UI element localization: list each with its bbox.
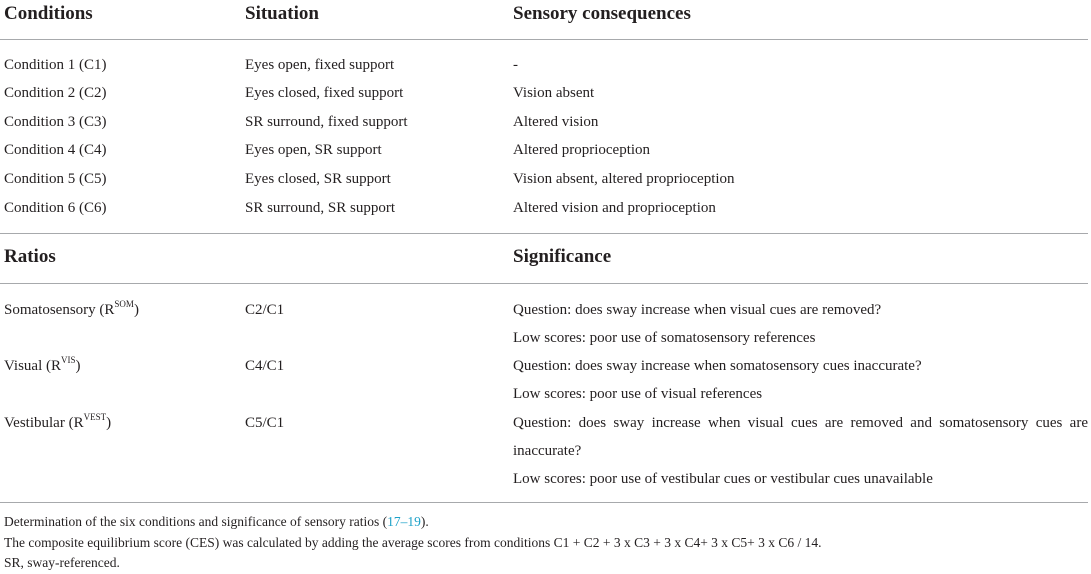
ratio-low-scores: Low scores: poor use of visual references bbox=[513, 386, 763, 402]
rule-header bbox=[0, 39, 1088, 40]
ratio-low-scores: Low scores: poor use of somatosensory references bbox=[513, 330, 816, 346]
ratio-low-scores: Low scores: poor use of vestibular cues or vestibular cues unavailable bbox=[513, 471, 933, 487]
header-situation: Situation bbox=[245, 3, 319, 24]
consequence-cell: Vision absent bbox=[513, 85, 595, 101]
ratio-superscript: VEST bbox=[83, 412, 107, 422]
footnote-ces: The composite equilibrium score (CES) was calculated by adding the average scores from conditions C1 + C2 + 3 x C3 + 3 x C4+ 3 x C5+ 3 x C6 / 14. bbox=[4, 535, 822, 550]
consequence-cell: Vision absent, altered proprioception bbox=[513, 171, 735, 187]
ratio-formula: C5/C1 bbox=[245, 415, 285, 431]
condition-cell: Condition 1 (C1) bbox=[4, 57, 107, 73]
rule-conditions-end bbox=[0, 233, 1088, 234]
situation-cell: Eyes closed, SR support bbox=[245, 171, 391, 187]
consequence-cell: Altered vision bbox=[513, 114, 599, 130]
header-significance: Significance bbox=[513, 246, 612, 267]
condition-cell: Condition 2 (C2) bbox=[4, 85, 107, 101]
header-sensory-consequences: Sensory consequences bbox=[513, 3, 691, 24]
rule-table-end bbox=[0, 502, 1088, 503]
ratio-superscript: SOM bbox=[114, 299, 134, 309]
consequence-cell: - bbox=[513, 57, 518, 73]
ratio-question: Question: does sway increase when visual cues are removed? bbox=[513, 302, 882, 318]
ratio-question-continued: inaccurate? bbox=[513, 443, 582, 459]
situation-cell: Eyes closed, fixed support bbox=[245, 85, 404, 101]
ratio-formula: C4/C1 bbox=[245, 358, 285, 374]
ratio-formula: C2/C1 bbox=[245, 302, 285, 318]
condition-cell: Condition 5 (C5) bbox=[4, 171, 107, 187]
situation-cell: SR surround, fixed support bbox=[245, 114, 408, 130]
condition-cell: Condition 3 (C3) bbox=[4, 114, 107, 130]
condition-cell: Condition 6 (C6) bbox=[4, 200, 107, 216]
consequence-cell: Altered proprioception bbox=[513, 142, 651, 158]
reference-link[interactable]: 17–19 bbox=[387, 514, 421, 529]
ratio-name-somatosensory: Somatosensory $(R^{SOM})$ bbox=[4, 299, 139, 318]
situation-cell: SR surround, SR support bbox=[245, 200, 396, 216]
situation-cell: Eyes open, fixed support bbox=[245, 57, 395, 73]
header-ratios: Ratios bbox=[4, 246, 56, 267]
header-conditions: Conditions bbox=[4, 3, 93, 24]
ratio-name-vestibular: Vestibular $(R^{VEST})$ bbox=[4, 412, 112, 431]
footnote-determination: Determination of the six conditions and significance of sensory ratios (17–19). bbox=[4, 514, 429, 529]
ratio-superscript: VIS bbox=[61, 355, 76, 365]
footnote-abbreviation: SR, sway-referenced. bbox=[4, 555, 120, 570]
ratio-name-visual: Visual $(R^{VIS})$ bbox=[4, 355, 81, 374]
ratio-question: Question: does sway increase when somatosensory cues inaccurate? bbox=[513, 358, 922, 374]
rule-ratio-header bbox=[0, 283, 1088, 284]
consequence-cell: Altered vision and proprioception bbox=[513, 200, 716, 216]
ratio-question: Question: does sway increase when visual cues are removed and somatosensory cues are bbox=[513, 415, 1088, 431]
situation-cell: Eyes open, SR support bbox=[245, 142, 382, 158]
condition-cell: Condition 4 (C4) bbox=[4, 142, 107, 158]
